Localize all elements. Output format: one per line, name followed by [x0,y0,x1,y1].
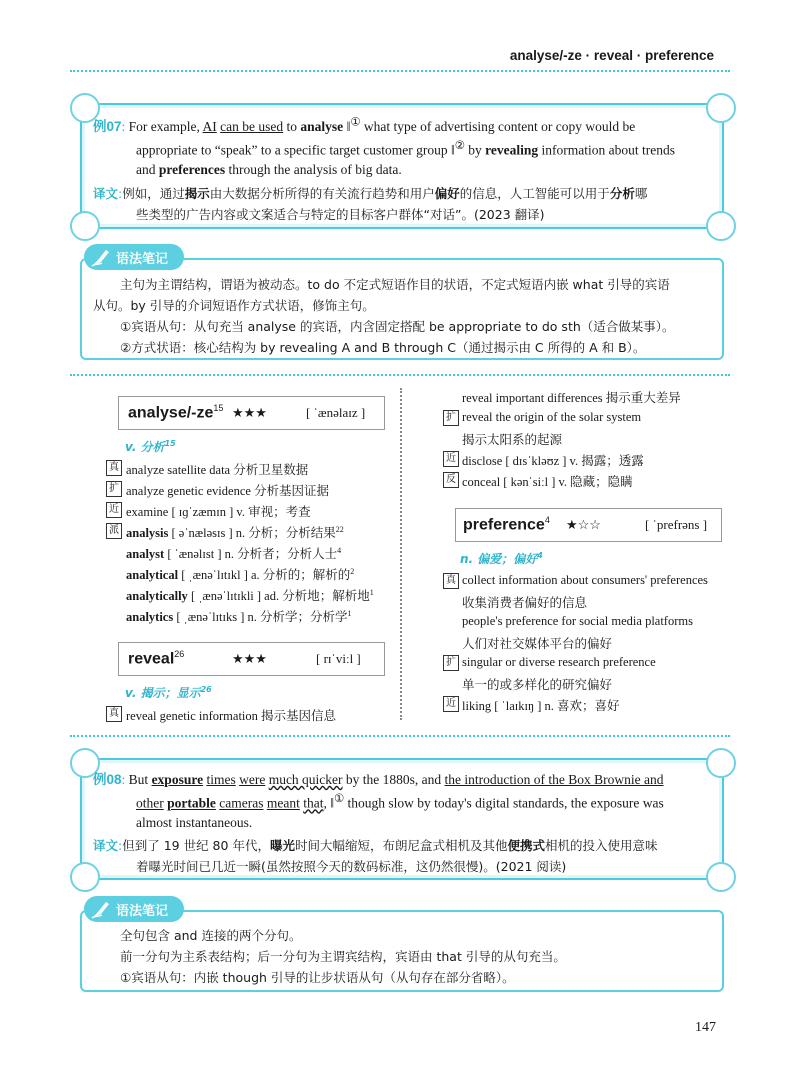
object-wavy: that [303,795,324,811]
part-of-speech: n. 偏爱；偏好$^4$ [460,551,543,566]
grammar-line: ②方式状语：核心结构为 by revealing A and B through C（通过揭示由 C 所得的 A 和 B）。 [120,340,646,355]
text: 但到了 19 世纪 80 年代， [122,838,270,853]
text: 时间大幅缩短，布朗尼盒式相机及其他 [294,838,508,853]
grammar-line: 全句包含 and 连接的两个分句。 [120,928,302,943]
tag-icon: 真 [106,706,122,722]
keyword-revealing: revealing [485,142,539,158]
predicate-underline: can be used [220,119,284,134]
text: 由大数据分析所得的有关流行趋势和用户 [209,186,435,201]
entry-translation: 人们对社交媒体平台的偏好 [462,637,613,651]
phonetic: [ ˈprefrəns ] [645,517,708,532]
corner-ornament [706,862,736,892]
corner-ornament [70,862,100,892]
entry: conceal [ kənˈsiːl ] v. 隐藏；隐瞒 [462,475,633,489]
entry: analyze satellite data 分析卫星数据 [126,463,309,477]
grammar-note-label: 语法笔记 [116,252,169,267]
predicate-underline: meant [266,795,300,811]
tag-icon: 反 [443,472,459,488]
tag-icon: 近 [106,502,122,518]
entry: reveal important differences 揭示重大差异 [462,391,681,405]
text: what type of advertising content or copy would be [363,119,636,134]
text: through the analysis of big data. [228,162,402,177]
entry: analyze genetic evidence 分析基因证据 [126,484,330,498]
grammar-line: ①宾语从句：从句充当 analyse 的宾语，内含固定搭配 be appropriate to do sth（适合做某事）。 [120,319,675,334]
pen-icon [90,246,112,268]
text: though slow by today's digital standards, the exposure was [347,795,664,811]
derived-entry: analytically [ ˌænəˈlɪtɪkli ] ad. 分析地；解析地$^1$ [126,587,374,603]
phonetic: [ rɪˈviːl ] [316,651,361,666]
keyword-zh: 分析 [609,186,635,201]
entry: reveal the origin of the solar system [462,410,642,424]
subject-underline: other [136,795,164,811]
entry: disclose [ dɪsˈkləʊz ] v. 揭露；透露 [462,454,644,468]
example-08-translation-2 [136,857,566,875]
headword-reveal: reveal$^{26}$ [128,649,185,668]
grammar-line: 主句为主谓结构，谓语为被动态。to do 不定式短语作目的状语，不定式短语内嵌 what 引导的宾语 [120,277,670,292]
corner-ornament [706,211,736,241]
subject-underline: cameras [219,795,264,811]
keyword-preferences: preferences [158,162,226,177]
example-07-translation-2 [136,205,545,223]
tag-icon: 扩 [443,655,459,671]
tag-icon: 扩 [443,410,459,426]
entry: liking [ ˈlaɪkɪŋ ] n. 喜欢；喜好 [462,699,620,713]
example-07-line-2 [136,139,675,159]
entry: reveal genetic information 揭示基因信息 [126,709,337,723]
circle-number: ② [454,140,465,152]
example-08-line-2 [136,792,664,812]
text: For example, [128,119,200,134]
corner-ornament [706,93,736,123]
grammar-line: 前一分句为主系表结构；后一分句为主谓宾结构，宾语由 that 引导的从句充当。 [120,949,566,964]
phonetic: [ ˈænəlaɪz ] [306,405,366,420]
grammar-note-tab [84,896,184,922]
text: by the 1880s, [345,772,419,787]
translation-label: 译文 [93,838,119,853]
entry: collect information about consumers' preferences [462,573,708,587]
example-08-line-1: 例08: But exposure times were much quicker by the 1880s, and the introduction of the Box Brownie and [93,772,664,787]
derived-entry: analyst [ ˈænəlɪst ] n. 分析者；分析人士$^4$ [126,545,342,561]
grammar-note-label: 语法笔记 [116,904,169,919]
tag-icon: 真 [106,460,122,476]
keyword-zh: 便携式 [507,838,545,853]
text: to [286,119,298,134]
tag-icon: 真 [443,573,459,589]
entry: singular or diverse research preference [462,655,656,669]
complement-wavy: much quicker [268,772,343,787]
grammar-line: ①宾语从句：内嵌 though 引导的让步状语从句（从句存在部分省略）。 [120,970,515,985]
page-number: 147 [695,1020,716,1035]
text: 的信息，人工智能可以用于 [459,186,610,201]
circle-number: ① [334,793,345,805]
grammar-line: 从句。by 引导的介词短语作方式状语，修饰主句。 [93,298,375,313]
text: and [136,162,156,177]
part-of-speech: v. 分析$^{15}$ [125,439,176,454]
keyword-zh: 揭示 [184,186,210,201]
corner-ornament [70,211,100,241]
example-08-line-3: almost instantaneous. [136,815,253,830]
keyword-analyse: analyse [300,119,344,134]
frequency-stars: ★★★ [232,651,267,666]
keyword-zh: 曝光 [269,838,295,853]
pen-icon [90,898,112,920]
part-of-speech: v. 揭示；显示$^{26}$ [125,685,212,700]
entry-translation: 单一的或多样化的研究偏好 [462,678,613,692]
keyword-zh: 偏好 [434,186,460,201]
predicate-underline: were [239,772,266,787]
text: and [421,772,442,787]
derived-entry: analytics [ ˌænəˈlɪtɪks ] n. 分析学；分析学$^1$ [126,608,352,624]
example-07-translation-1: 译文:例如，通过揭示由大数据分析所得的有关流行趋势和用户偏好的信息，人工智能可以用于分析哪 [93,186,648,201]
text: 着曝光时间已几近一瞬(虽然按照今天的数码标准，这仍然很慢)。(2021 阅读) [136,859,567,874]
circle-number: ① [350,116,361,129]
separator: , ‖ [323,795,335,811]
header-divider [70,70,730,72]
section-divider [70,735,730,737]
frequency-stars: ★☆☆ [566,517,601,532]
translation-label: 译文 [93,186,119,201]
entry: people's preference for social media platforms [462,614,693,628]
text: information about trends [541,142,675,158]
subject-underline: times [206,772,236,787]
column-divider [400,388,402,720]
running-header: analyse/-ze · reveal · preference [509,48,714,63]
entry: examine [ ɪɡˈzæmɪn ] v. 审视；考查 [126,505,311,519]
example-08-translation-1: 译文:但到了 19 世纪 80 年代，曝光时间大幅缩短，布朗尼盒式相机及其他便携式相机的投入使用意味 [93,838,658,853]
tag-icon: 近 [443,451,459,467]
keyword-exposure: exposure [151,772,204,787]
tag-icon: 扩 [106,481,122,497]
example-07-line-1: 例07: For example, AI can be used to analyse ‖① what type of advertising content or copy would be [93,116,636,134]
text: But [128,772,149,787]
text: 例如，通过 [122,186,185,201]
entry-translation: 揭示太阳系的起源 [462,433,563,447]
separator: ‖ [346,119,351,134]
section-divider [70,374,730,376]
corner-ornament [706,748,736,778]
tag-icon: 近 [443,696,459,712]
example-07-line-3 [136,162,402,178]
tag-icon: 派 [106,523,122,539]
example-07-label: 例07 [93,119,122,134]
text: by [468,142,482,158]
example-08-label: 例08 [93,772,122,787]
derived-entry: analytical [ ˌænəˈlɪtɪkl ] a. 分析的；解析的$^2$ [126,566,355,582]
text: 些类型的广告内容或文案适合与特定的目标客户群体“对话”。(2023 翻译) [136,207,545,222]
headword-preference: preference$^4$ [463,515,550,534]
text: appropriate to “speak” to a specific target customer group ‖ [136,142,455,158]
grammar-note-tab [84,244,184,270]
headword-analyse: analyse/$-ze^{15}$ [128,403,224,422]
entry: analysis [ əˈnæləsɪs ] n. 分析；分析结果$^{22}$ [126,524,344,540]
subject-underline: the introduction of the Box Brownie and [444,772,664,787]
text: 相机的投入使用意味 [545,838,658,853]
subject-underline: AI [202,119,217,134]
entry-translation: 收集消费者偏好的信息 [462,596,588,610]
frequency-stars: ★★★ [232,405,267,420]
text: 哪 [634,186,648,201]
keyword-portable: portable [167,795,216,811]
